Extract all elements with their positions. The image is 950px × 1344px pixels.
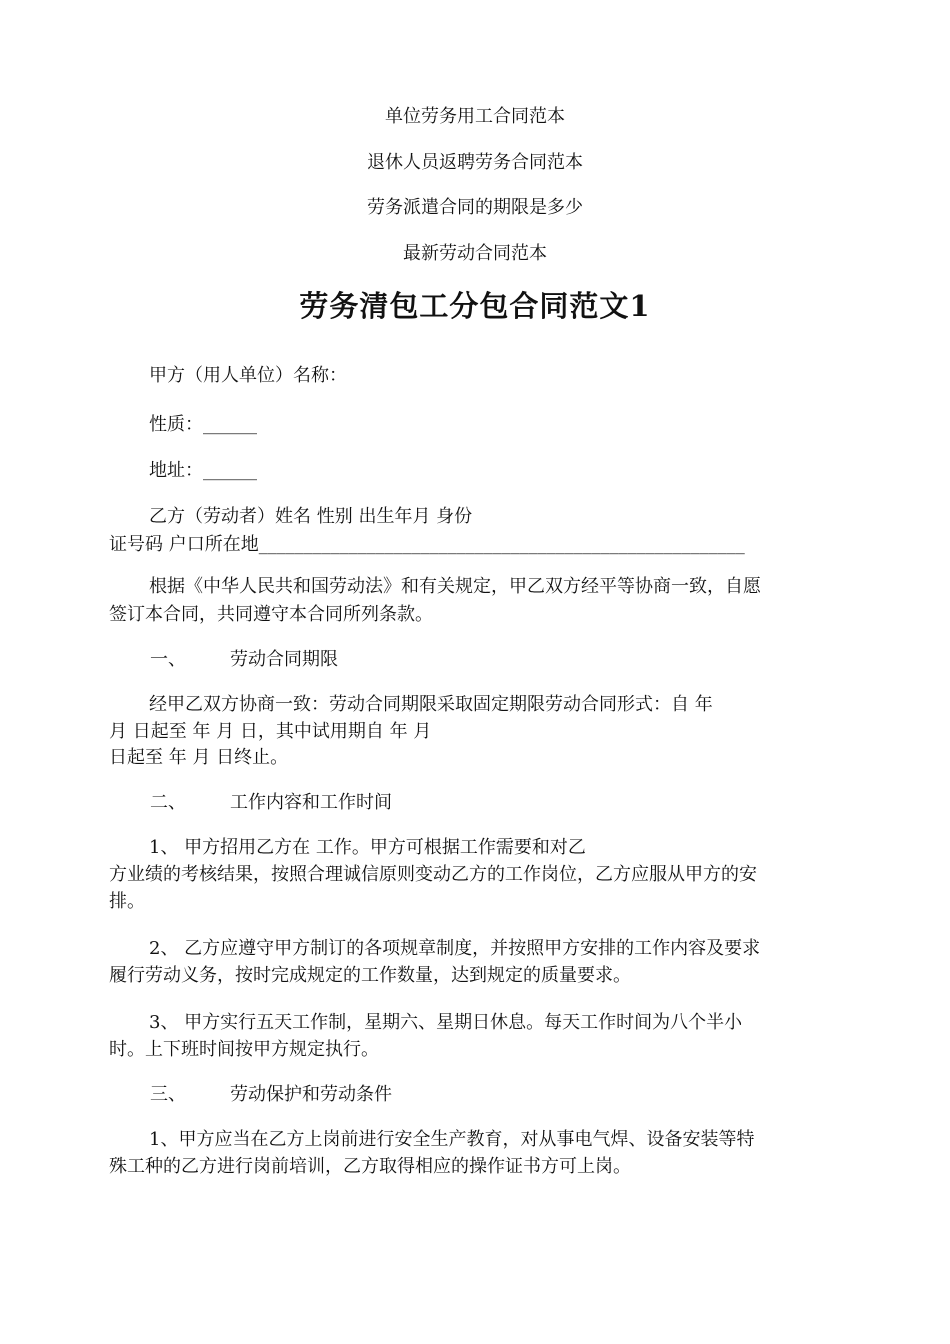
section-2-item-1-line-1: 1、 甲方招用乙方在 工作。甲方可根据工作需要和对乙	[149, 837, 586, 858]
section-number: 一、	[150, 649, 186, 670]
section-title: 工作内容和工作时间	[230, 792, 392, 813]
section-number: 三、	[150, 1084, 186, 1105]
party-a-address: 地址：______	[149, 460, 257, 481]
section-1-line-1: 经甲乙双方协商一致：劳动合同期限采取固定期限劳动合同形式：自 年	[149, 694, 713, 715]
section-1-heading	[150, 645, 338, 674]
section-3-item-1-line-1: 1、甲方应当在乙方上岗前进行安全生产教育，对从事电气焊、设备安装等特	[149, 1129, 755, 1150]
section-1-line-3: 日起至 年 月 日终止。	[109, 747, 289, 768]
section-2-heading	[150, 788, 392, 817]
section-2-item-3-line-2: 时。上下班时间按甲方规定执行。	[109, 1039, 379, 1060]
related-link-2[interactable]: 退休人员返聘劳务合同范本	[367, 152, 583, 173]
party-b-line-2: 证号码 户口所在地______________________________________________________	[109, 534, 745, 555]
section-3-item-1-line-2: 殊工种的乙方进行岗前培训，乙方取得相应的操作证书方可上岗。	[109, 1156, 631, 1177]
section-3-heading	[150, 1080, 392, 1109]
related-link-4[interactable]: 最新劳动合同范本	[403, 243, 547, 264]
section-2-item-1-line-3: 排。	[109, 891, 145, 912]
section-2-item-1-line-2: 方业绩的考核结果，按照合理诚信原则变动乙方的工作岗位，乙方应服从甲方的安	[109, 864, 757, 885]
document-title: 劳务清包工分包合同范文1	[299, 289, 651, 323]
party-a-nature: 性质：______	[149, 414, 257, 435]
preamble-line-2: 签订本合同，共同遵守本合同所列条款。	[109, 604, 433, 625]
preamble-line-1: 根据《中华人民共和国劳动法》和有关规定，甲乙双方经平等协商一致，自愿	[149, 576, 761, 597]
section-number: 二、	[150, 792, 186, 813]
section-2-item-3-line-1: 3、 甲方实行五天工作制，星期六、星期日休息。每天工作时间为八个半小	[149, 1012, 743, 1033]
related-link-3[interactable]: 劳务派遣合同的期限是多少	[367, 197, 583, 218]
party-b-line-1: 乙方（劳动者）姓名 性别 出生年月 身份	[149, 506, 473, 527]
section-1-line-2: 月 日起至 年 月 日，其中试用期自 年 月	[109, 721, 432, 742]
party-a-name: 甲方（用人单位）名称：	[149, 365, 347, 386]
section-title: 劳动合同期限	[230, 649, 338, 670]
section-title: 劳动保护和劳动条件	[230, 1084, 392, 1105]
related-link-1[interactable]: 单位劳务用工合同范本	[385, 106, 565, 127]
section-2-item-2-line-2: 履行劳动义务，按时完成规定的工作数量，达到规定的质量要求。	[109, 965, 631, 986]
section-2-item-2-line-1: 2、 乙方应遵守甲方制订的各项规章制度，并按照甲方安排的工作内容及要求	[149, 938, 761, 959]
